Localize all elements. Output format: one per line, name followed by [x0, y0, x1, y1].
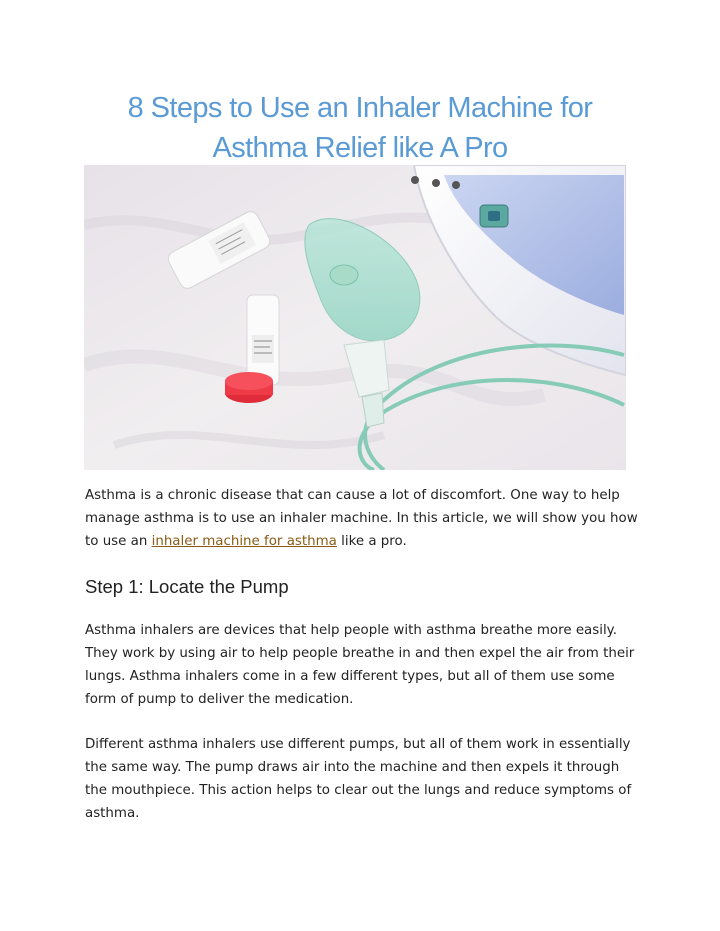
inhaler-nebulizer-photo	[84, 165, 626, 470]
intro-paragraph	[85, 484, 645, 553]
step-1-paragraph-2: Different asthma inhalers use different pumps, but all of them work in essentially the same way. The pump draws air into the machine and then expels it through the mouthpiece. This action helps to clear out the lungs and reduce symptoms of asthma.	[85, 737, 632, 821]
title-line-1: 8 Steps to Use an Inhaler Machine for	[127, 92, 593, 124]
hero-image	[84, 165, 626, 470]
step-1-paragraph-1: Asthma inhalers are devices that help people with asthma breathe more easily. They work by using air to help people breathe in and then expel the air from their lungs. Asthma inhalers come in a few different types, but all of them use some form of pump to deliver the medication.	[85, 623, 635, 707]
title-line-2: Asthma Relief like A Pro	[212, 132, 508, 164]
step-1-heading: Step 1: Locate the Pump	[85, 576, 289, 597]
intro-text-after-link: like a pro.	[336, 534, 407, 549]
article-title	[84, 88, 636, 168]
inhaler-machine-link[interactable]: inhaler machine for asthma	[151, 534, 337, 549]
intro-text-before-link: Asthma is a chronic disease that can cause a lot of discomfort. One way to help manage asthma is to use an inhaler machine. In this article, we will show you how to use an	[85, 488, 638, 549]
